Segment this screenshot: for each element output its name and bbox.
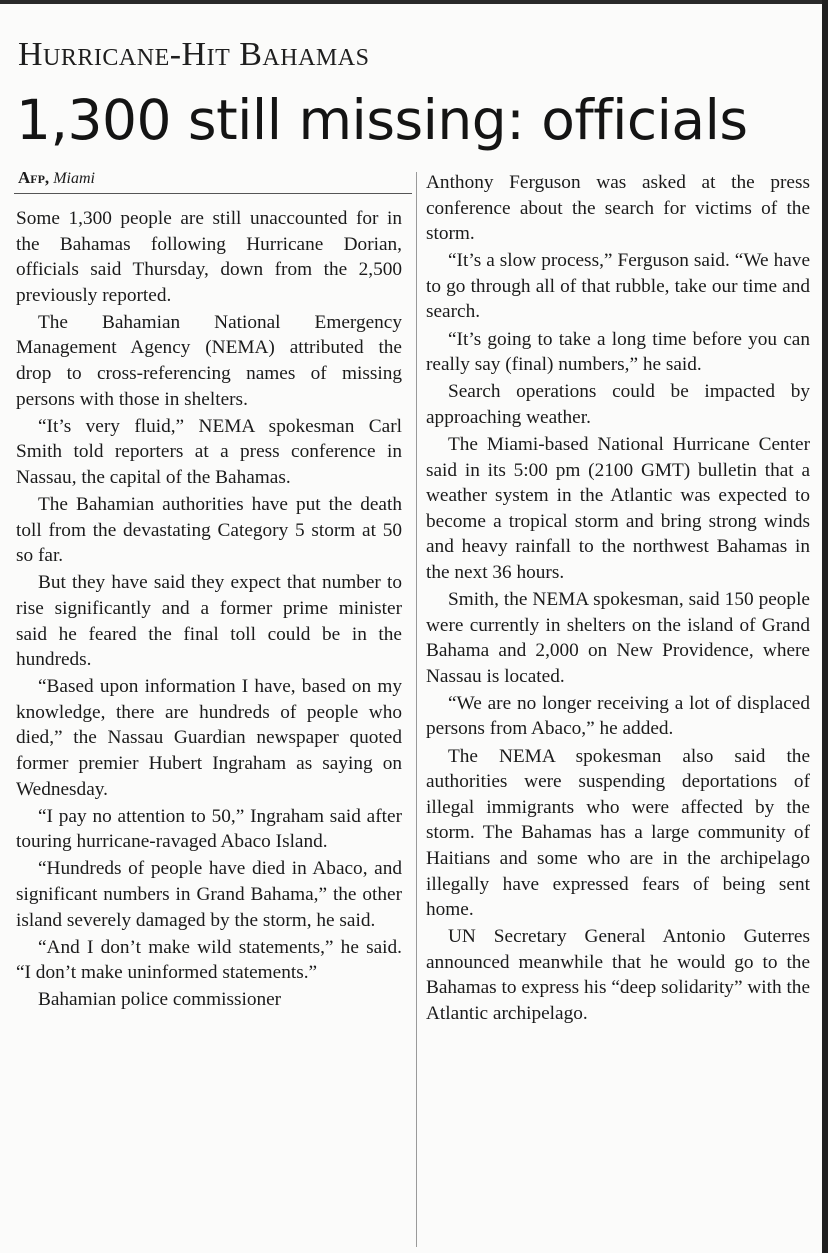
paragraph: Anthony Ferguson was asked at the press conference about the search for victims of the storm. [426, 172, 810, 245]
paragraph: The Bahamian authorities have put the death toll from the devastating Category 5 storm at 50 so far. [16, 494, 402, 567]
paragraph: The NEMA spokesman also said the authorities were suspending deportations of illegal immigrants who were affected by the storm. The Bahamas has a large community of Haitians and some who are in the archipelago illegally have expressed fears of being sent home. [426, 745, 810, 921]
byline [18, 168, 95, 188]
paragraph: The Bahamian National Emergency Management Agency (NEMA) attributed the drop to cross-referencing names of missing persons with those in shelters. [16, 311, 402, 410]
paragraph: “It’s going to take a long time before you can really say (final) numbers,” he said. [426, 328, 810, 376]
paragraph: Smith, the NEMA spokesman, said 150 people were currently in shelters on the island of Grand Bahama and 2,000 on New Providence, where Nassau is located. [426, 589, 810, 687]
paragraph: “Based upon information I have, based on my knowledge, there are hundreds of people who died,” the Nassau Guardian newspaper quoted former premier Hubert Ingraham as saying on Wednesday. [16, 676, 402, 800]
paragraph: But they have said they expect that number to rise significantly and a former prime minister said he feared the final toll could be in the hundreds. [16, 572, 402, 671]
paragraph: “Hundreds of people have died in Abaco, and significant numbers in Grand Bahama,” the other island severely damaged by the storm, he said. [16, 858, 402, 931]
article-column-right [426, 170, 810, 1251]
paragraph: “And I don’t make wild statements,” he said. “I don’t make uninformed statements.” [16, 936, 402, 984]
paragraph: “I pay no attention to 50,” Ingraham said after touring hurricane-ravaged Abaco Island. [16, 805, 402, 853]
byline-divider [14, 193, 412, 194]
paragraph: Bahamian police commissioner [38, 989, 282, 1011]
paragraph: Some 1,300 people are still unaccounted for in the Bahamas following Hurricane Dorian, officials said Thursday, down from the 2,500 previously reported. [16, 208, 402, 306]
article-kicker: Hurricane-Hit Bahamas [18, 36, 370, 73]
paragraph: “It’s a slow process,” Ferguson said. “We have to go through all of that rubble, take our time and search. [426, 250, 810, 323]
paragraph: “It’s very fluid,” NEMA spokesman Carl Smith told reporters at a press conference in Nassau, the capital of the Bahamas. [16, 415, 402, 488]
top-border-rule [0, 0, 828, 4]
paragraph: “We are no longer receiving a lot of displaced persons from Abaco,” he added. [426, 692, 810, 740]
byline-location: Miami [53, 170, 95, 187]
column-divider [416, 172, 417, 1247]
paragraph: Search operations could be impacted by approaching weather. [426, 381, 810, 428]
article-column-left [16, 206, 402, 1251]
byline-agency: Afp, [18, 168, 50, 187]
right-edge-border [822, 0, 828, 1253]
article-headline: 1,300 still missing: officials [16, 88, 748, 152]
paragraph: The Miami-based National Hurricane Center said in its 5:00 pm (2100 GMT) bulletin that a weather system in the Atlantic was expected to become a tropical storm and bring strong winds and heavy rainfall to the northwest Bahamas in the next 36 hours. [426, 433, 810, 583]
paragraph: UN Secretary General Antonio Guterres announced meanwhile that he would go to the Bahamas to express his “deep solidarity” with the Atlantic archipelago. [426, 926, 810, 1024]
